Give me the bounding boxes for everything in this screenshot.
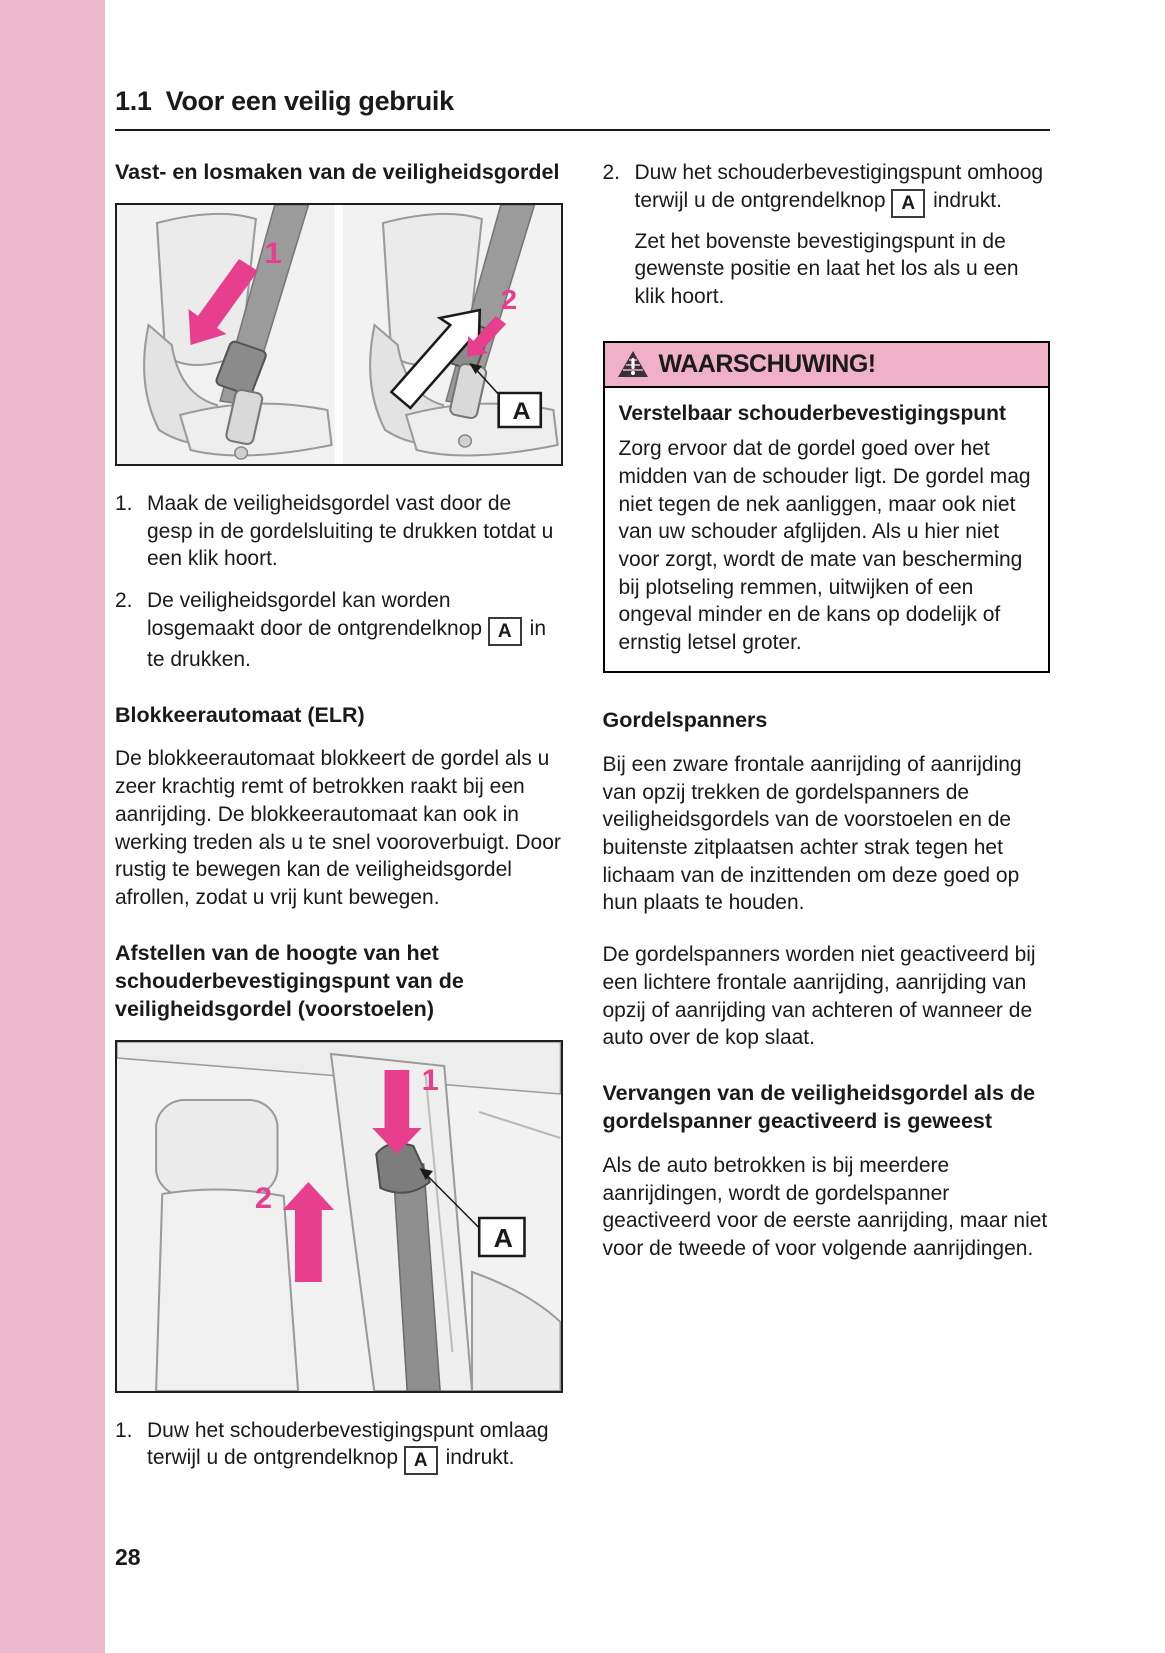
section-number: 1.1 <box>115 86 152 116</box>
two-column-layout <box>115 159 1050 1489</box>
list-number: 1. <box>115 1418 133 1442</box>
page-edge-stripe <box>0 0 105 1653</box>
list-text: Maak de veiligheidsgordel vast door de gesp in de gordelsluiting te drukken totdat u een klik hoort. <box>147 491 554 571</box>
heading-adjust-anchor: Afstellen van de hoogte van het schouderbevestigingspunt van de veiligheidsgordel (voorstoelen) <box>115 940 464 1021</box>
figure-shoulder-anchor <box>115 1040 563 1393</box>
list-text-before: Duw het schouderbevestigingspunt omlaag terwijl u de ontgrendelknop <box>147 1418 549 1470</box>
list-text <box>147 587 563 673</box>
paragraph-pretensioners-2: De gordelspanners worden niet geactiveerd bij een lichtere frontale aanrijding, aanrijding van opzij of aanrijding van achteren of wanneer de auto over de kop slaat. <box>602 943 1036 1050</box>
callout-label-inline: A <box>891 189 925 218</box>
seat-back <box>156 1189 298 1391</box>
list-text-before: De veiligheidsgordel kan worden losgemaakt door de ontgrendelknop <box>147 589 483 640</box>
paragraph-pretensioners-1: Bij een zware frontale aanrijding of aanrijding van opzij trekken de gordelspanners de veiligheidsgordels van de voorstoelen en de buitenste zitplaatsen achter strak tegen het lichaam van de inzittenden om deze goed op hun plaats te houden. <box>602 752 1022 915</box>
list-continuation: Zet het bovenste bevestigingspunt in de gewenste positie en laat het los als u een klik hoort. <box>634 229 1019 309</box>
list-text <box>147 1417 563 1476</box>
heading-fasten-unfasten: Vast- en losmaken van de veiligheidsgordel <box>115 160 560 184</box>
warning-text: Zorg ervoor dat de gordel goed over het midden van de schouder ligt. De gordel mag niet tegen de nek aanliggen, maar ook niet van uw schouder afglijden. Als u hier niet voor zorgt, wordt de mate van bescherming bij plotseling remmen, uitwijken of een ongeval minder en de kans op dodelijk of ernstig letsel groter. <box>618 437 1031 655</box>
step-label: 2 <box>254 1180 273 1215</box>
step-label: 1 <box>264 235 282 270</box>
warning-box <box>603 341 1051 673</box>
step-label: 2 <box>500 284 517 316</box>
column-left <box>115 159 563 1489</box>
list-number: 2. <box>115 589 133 613</box>
callout-label: A <box>512 398 531 425</box>
callout-label-inline: A <box>488 617 522 646</box>
step-label: 1 <box>421 1062 439 1097</box>
callout-label: A <box>493 1222 513 1253</box>
callout-label-inline: A <box>404 1446 438 1475</box>
figure-panel-fasten <box>117 205 335 464</box>
warning-body <box>605 388 1049 671</box>
warning-triangle-icon <box>617 350 649 378</box>
list-text-before: Duw het schouderbevestigingspunt omhoog terwijl u de ontgrendelknop <box>634 161 1044 212</box>
list-text-after: indrukt. <box>445 1446 515 1470</box>
list-item <box>115 490 563 573</box>
seat-release-illustration <box>343 205 561 464</box>
warning-header <box>605 343 1049 388</box>
heading-elr: Blokkeerautomaat (ELR) <box>115 702 365 727</box>
heading-pretensioners: Gordelspanners <box>602 707 768 732</box>
seat-buckle-illustration <box>117 205 335 464</box>
pillar-anchor-illustration <box>117 1042 561 1391</box>
figure-panel-release <box>343 205 561 464</box>
list-text-after: in te drukken. <box>147 616 547 671</box>
list-number: 2. <box>602 161 621 184</box>
list-item <box>115 1417 563 1476</box>
column-right <box>603 159 1051 1489</box>
page-title <box>115 86 1050 131</box>
list-item <box>115 587 563 673</box>
paragraph-elr: De blokkeerautomaat blokkeert de gordel als u zeer krachtig remt of betrokken raakt bij een aanrijding. De blokkeerautomaat kan ook in werking treden als u te snel vooroverbuigt. Door rustig te bewegen kan de veiligheidsgordel afrollen, zodat u vrij kunt bewegen. <box>115 747 561 910</box>
warning-title: WAARSCHUWING! <box>658 349 876 378</box>
page-number: 28 <box>115 1544 141 1570</box>
page-content <box>115 86 1050 1489</box>
figure-seatbelt-buckle <box>115 203 563 466</box>
list-item <box>603 159 1051 311</box>
list-text <box>635 159 1051 311</box>
list-number: 1. <box>115 491 133 515</box>
paragraph-replace-belt: Als de auto betrokken is bij meerdere aanrijdingen, wordt de gordelspanner geactiveerd voor de eerste aanrijding, maar niet voor de tweede of voor volgende aanrijdingen. <box>602 1153 1048 1261</box>
section-title: Voor een veilig gebruik <box>165 86 454 116</box>
warning-subtitle: Verstelbaar schouderbevestigingspunt <box>618 401 1006 425</box>
list-text-after: indrukt. <box>933 188 1002 212</box>
heading-replace-belt: Vervangen van de veiligheidsgordel als de gordelspanner geactiveerd is geweest <box>602 1081 1036 1133</box>
